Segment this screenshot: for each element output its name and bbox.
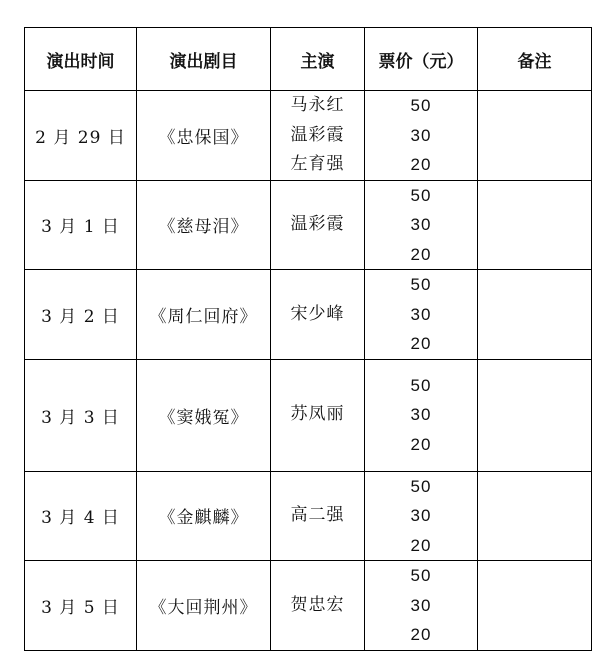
- price-value: 30: [410, 506, 432, 525]
- price-value: 30: [410, 304, 432, 324]
- cast-name: 马永红: [290, 95, 345, 115]
- title-cell: 《周仁回府》: [137, 270, 271, 360]
- note-cell: [478, 471, 592, 561]
- table-row: [25, 471, 592, 561]
- title-cell: 《忠保国》: [137, 91, 271, 181]
- header-cast: 主演: [271, 28, 365, 91]
- price-value: 20: [410, 434, 432, 454]
- price-value: 30: [410, 125, 432, 145]
- header-price: 票价（元）: [365, 28, 478, 91]
- price-cell: [365, 471, 478, 561]
- cast-name: 左育强: [290, 154, 345, 174]
- cast-cell: [271, 180, 365, 270]
- price-value: 20: [410, 155, 432, 174]
- note-cell: [478, 561, 592, 651]
- date-cell: 3 月 1 日: [25, 180, 137, 270]
- note-cell: [478, 180, 592, 270]
- table-row: [25, 91, 592, 181]
- price-value: 30: [410, 405, 432, 425]
- cast-name: 温彩霞: [290, 124, 345, 145]
- price-value: 50: [410, 476, 432, 496]
- table-row: [25, 270, 592, 360]
- cast-name: 贺忠宏: [290, 594, 345, 615]
- note-cell: [478, 270, 592, 360]
- price-value: 20: [410, 535, 432, 555]
- cast-cell: [271, 91, 365, 181]
- date-cell: 2 月 29 日: [25, 91, 137, 181]
- cast-cell: [271, 561, 365, 651]
- price-value: 30: [410, 595, 432, 615]
- table-row: [25, 180, 592, 270]
- cast-cell: [271, 359, 365, 471]
- title-cell: 《窦娥冤》: [137, 359, 271, 471]
- price-value: 50: [410, 96, 432, 115]
- price-cell: [365, 561, 478, 651]
- header-row: [25, 28, 592, 91]
- cast-cell: [271, 270, 365, 360]
- table-row: [25, 359, 592, 471]
- performance-schedule-table: [24, 27, 592, 651]
- date-cell: 3 月 5 日: [25, 561, 137, 651]
- price-value: 20: [410, 244, 432, 264]
- header-date: 演出时间: [25, 28, 137, 91]
- cast-name: 苏凤丽: [290, 404, 345, 425]
- date-cell: 3 月 3 日: [25, 359, 137, 471]
- cast-cell: [271, 471, 365, 561]
- note-cell: [478, 91, 592, 181]
- price-value: 50: [410, 375, 432, 395]
- price-value: 50: [410, 185, 432, 205]
- price-value: 20: [410, 625, 432, 644]
- price-value: 50: [410, 275, 432, 294]
- price-value: 50: [410, 566, 432, 585]
- cast-name: 温彩霞: [290, 214, 345, 234]
- price-value: 20: [410, 334, 432, 353]
- price-cell: [365, 91, 478, 181]
- date-cell: 3 月 2 日: [25, 270, 137, 360]
- header-title: 演出剧目: [137, 28, 271, 91]
- cast-name: 宋少峰: [290, 303, 345, 324]
- note-cell: [478, 359, 592, 471]
- date-cell: 3 月 4 日: [25, 471, 137, 561]
- title-cell: 《大回荆州》: [137, 561, 271, 651]
- price-cell: [365, 180, 478, 270]
- price-cell: [365, 270, 478, 360]
- title-cell: 《金麒麟》: [137, 471, 271, 561]
- price-cell: [365, 359, 478, 471]
- cast-name: 高二强: [290, 505, 345, 525]
- title-cell: 《慈母泪》: [137, 180, 271, 270]
- header-note: 备注: [478, 28, 592, 91]
- table-row: [25, 561, 592, 651]
- price-value: 30: [410, 215, 432, 234]
